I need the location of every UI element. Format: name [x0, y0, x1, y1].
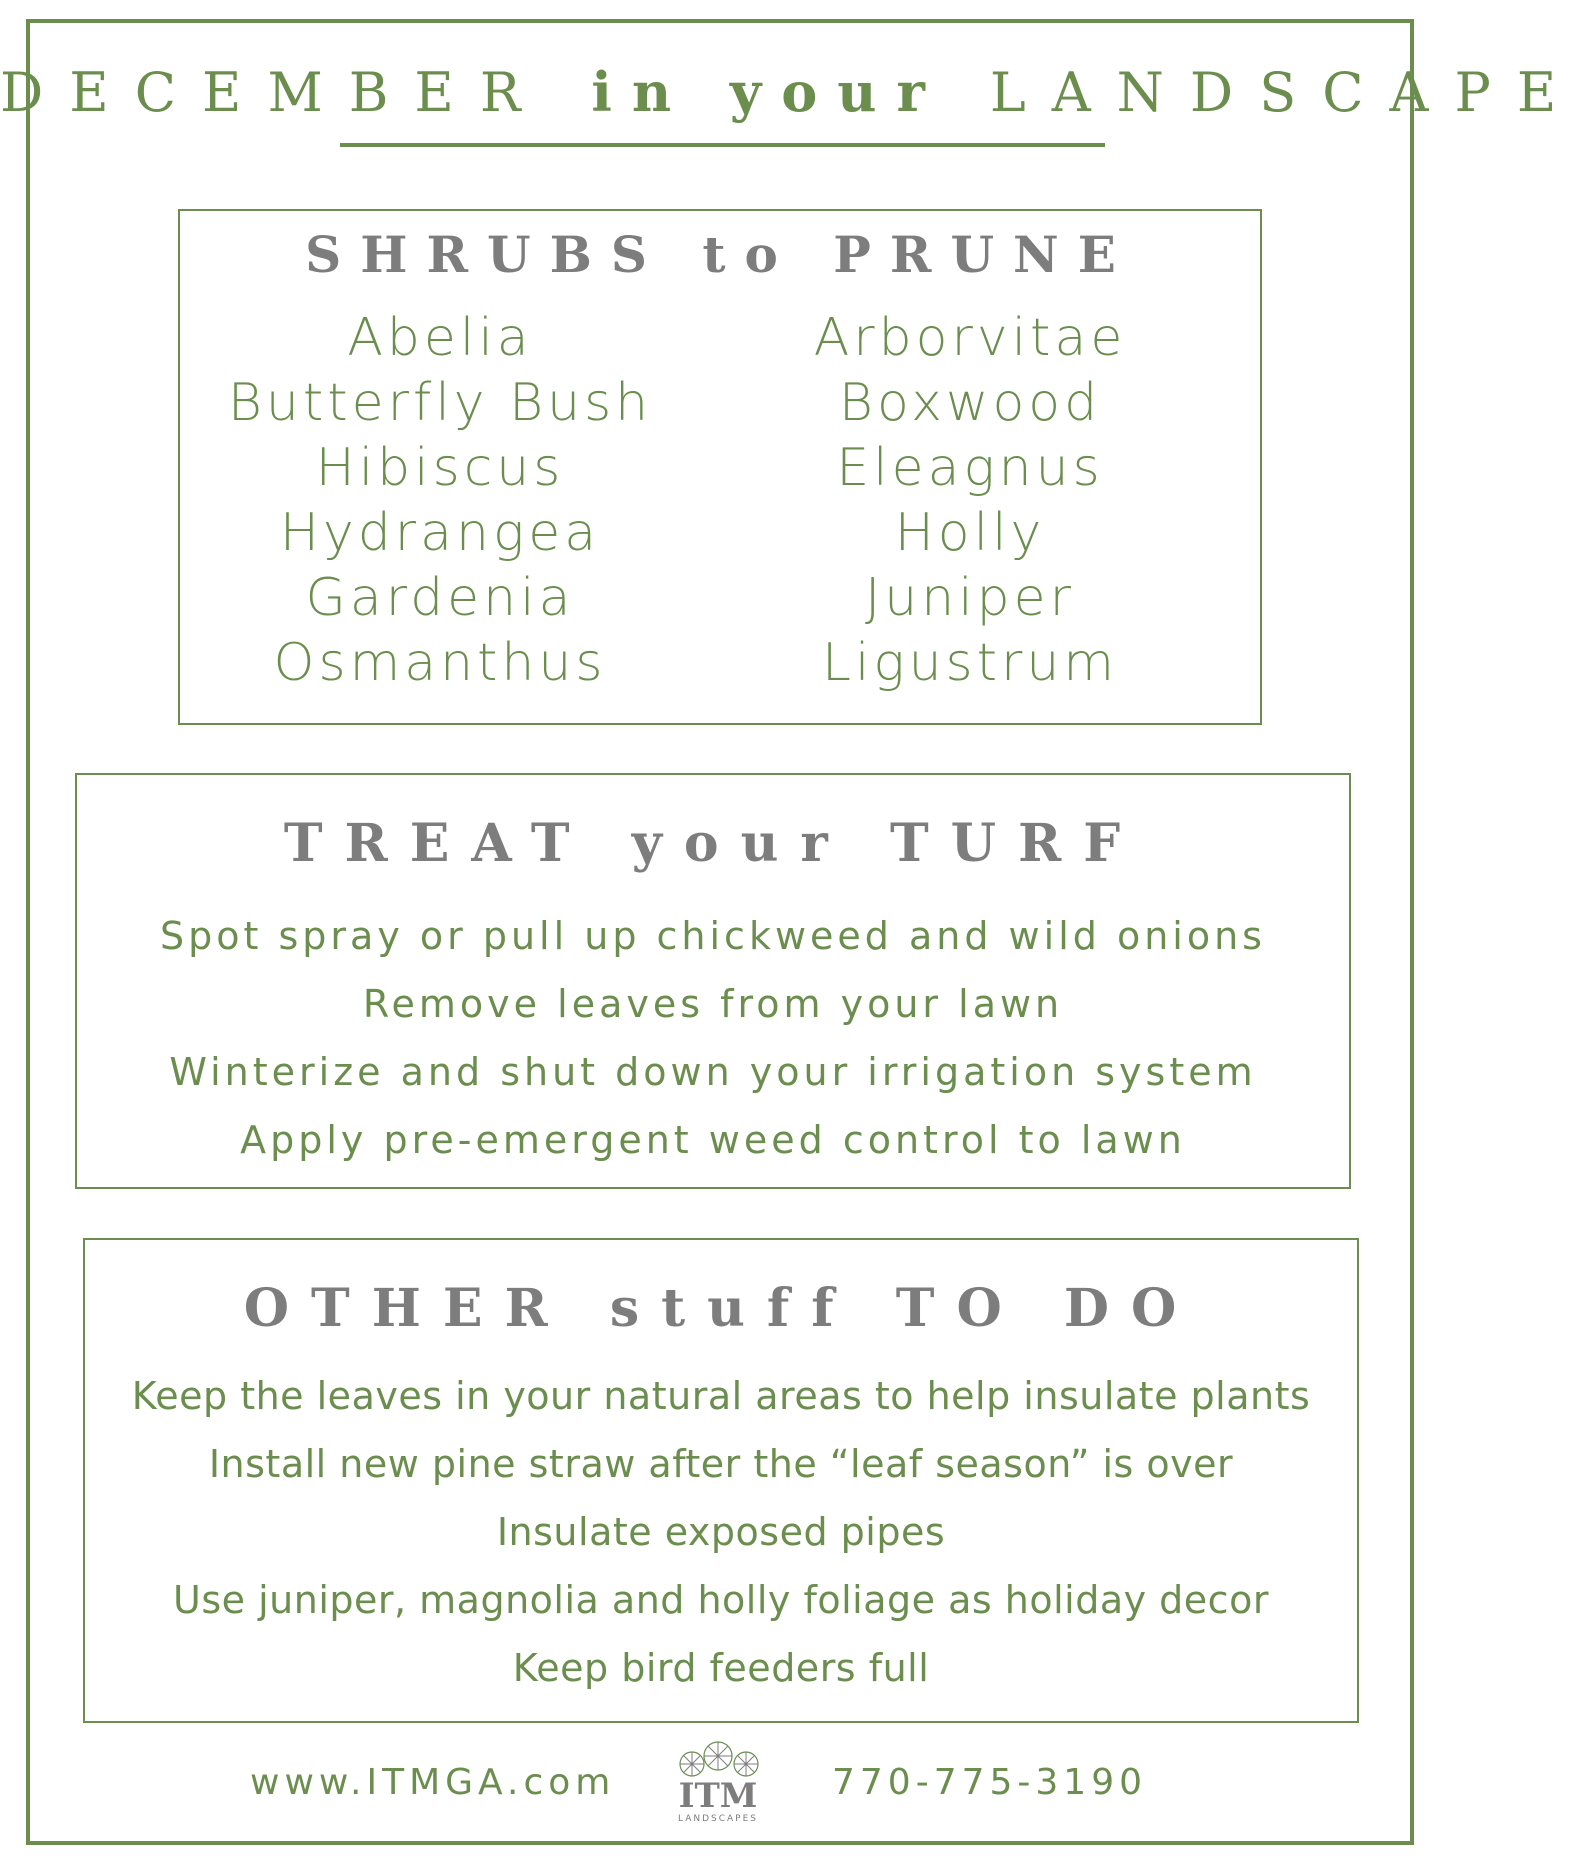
- shrubs-title-part3: PRUNE: [833, 225, 1135, 284]
- shrub-item: Butterfly Bush: [227, 373, 653, 433]
- other-task-item: Install new pine straw after the “leaf season” is over: [208, 1442, 1234, 1486]
- shrubs-title-part2: to: [702, 225, 797, 284]
- shrubs-right-column: [700, 306, 1240, 696]
- other-task-item: Keep the leaves in your natural areas to help insulate plants: [131, 1374, 1311, 1418]
- turf-task-item: Spot spray or pull up chickweed and wild onions: [160, 914, 1266, 958]
- other-section-title: [85, 1278, 1357, 1339]
- footer-website-link[interactable]: www.ITMGA.com: [250, 1762, 616, 1803]
- title-underline: [340, 143, 1105, 147]
- turf-task-list: [77, 902, 1349, 1174]
- shrub-item: Ligustrum: [821, 633, 1119, 693]
- treat-your-turf-section: [75, 773, 1351, 1189]
- shrub-item: Hibiscus: [315, 438, 565, 498]
- page-title: [0, 60, 1582, 124]
- title-part-december: DECEMBER: [0, 61, 547, 124]
- other-title-part1: OTHER: [243, 1278, 570, 1339]
- title-part-landscape: LANDSCAPE: [989, 61, 1582, 124]
- turf-task-item: Apply pre-emergent weed control to lawn: [240, 1118, 1186, 1162]
- shrub-item: Abelia: [347, 308, 533, 368]
- shrub-item: Hydrangea: [279, 503, 601, 563]
- shrubs-to-prune-section: [178, 209, 1262, 725]
- shrub-item: Osmanthus: [273, 633, 607, 693]
- turf-section-title: [77, 813, 1349, 874]
- shrubs-section-title: [180, 225, 1260, 284]
- other-task-item: Keep bird feeders full: [512, 1646, 930, 1690]
- shrub-item: Gardenia: [305, 568, 575, 628]
- shrub-item: Juniper: [864, 568, 1076, 628]
- shrubs-left-column: [200, 306, 680, 696]
- shrub-item: Holly: [894, 503, 1046, 563]
- title-part-in-your: in your: [591, 60, 946, 124]
- logo-subtitle: LANDSCAPES: [677, 1814, 759, 1824]
- shrub-item: Eleagnus: [836, 438, 1104, 498]
- turf-task-item: Winterize and shut down your irrigation system: [169, 1050, 1257, 1094]
- footer-phone-number[interactable]: 770-775-3190: [832, 1762, 1148, 1803]
- other-stuff-to-do-section: [83, 1238, 1359, 1723]
- shrubs-title-part1: SHRUBS: [305, 225, 666, 284]
- other-title-part3: TO DO: [895, 1278, 1199, 1339]
- shrub-item: Arborvitae: [813, 308, 1127, 368]
- itm-landscapes-logo: [668, 1738, 768, 1826]
- other-task-item: Use juniper, magnolia and holly foliage as holiday decor: [173, 1578, 1269, 1622]
- turf-title-part1: TREAT: [283, 813, 592, 874]
- other-title-part2: stuff: [609, 1278, 856, 1339]
- turf-title-part2: your: [631, 813, 850, 874]
- other-task-item: Insulate exposed pipes: [496, 1510, 946, 1554]
- shrub-item: Boxwood: [838, 373, 1102, 433]
- turf-task-item: Remove leaves from your lawn: [362, 982, 1064, 1026]
- other-task-list: [85, 1362, 1357, 1702]
- turf-title-part3: TURF: [889, 813, 1143, 874]
- logo-name: ITM: [678, 1776, 758, 1816]
